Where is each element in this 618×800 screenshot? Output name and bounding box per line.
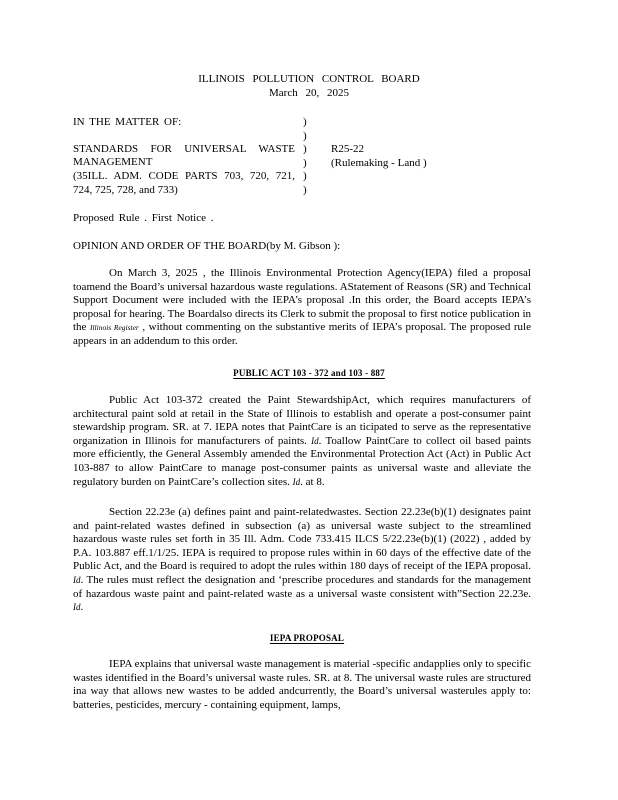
paragraph-text: . The rules must reflect the designation and ‘prescribe procedures and standards for the management of hazardous waste paint and paint-related waste as a universal waste consistent with”Section 22.23e. (73, 573, 531, 600)
paragraph-text: Public Act 103-372 created the Paint StewardshipAct, which requires manufacturers of architectural paint sold at retail in the State of Illinois to establish and operate a post-consumer paint stewardship program. SR. at 7. IEPA notes that PaintCare is an ticipated to serve as the representative organization in Illinois for manufacturers of paints. (73, 394, 531, 447)
proposed-rule-line: Proposed Rule . First Notice . (73, 212, 214, 224)
citation-register: Illinois Register (89, 323, 139, 333)
section-heading-public-act (0, 367, 618, 381)
caption-matter: IN THE MATTER OF: (73, 116, 182, 128)
caption-paren: ) (303, 143, 307, 155)
caption-title-line1: STANDARDS FOR UNIVERSAL WASTE (73, 143, 295, 155)
citation-id: Id (73, 602, 81, 613)
opinion-heading: OPINION AND ORDER OF THE BOARD(by M. Gibson ): (73, 240, 341, 252)
paragraph-iepa-proposal (73, 658, 531, 712)
paragraph-public-act (73, 394, 531, 489)
paragraph-text: . Toallow PaintCare to collect oil based paints more efficiently, the General Assembly amended the Environmental Protection Act (Act) in Public Act 103-887 to allow PaintCare to manage post-consumer paints as universal waste and alleviate the regulatory burden on PaintCare’s collection sites. (73, 434, 531, 488)
caption-paren: ) (303, 157, 307, 169)
caption-title-line4: 724, 725, 728, and 733) (73, 184, 178, 196)
paragraph-section-22-23e (73, 506, 531, 615)
paragraph-text: On March 3, 2025 , the Illinois Environmental Protection Agency(IEPA) filed a proposal toamend the Board’s universal hazardous waste regulations. AStatement of Reasons (SR) and Technical Support Document were included with the IEPA’s proposal .In this order, the Board accepts IEPA’s proposal for hearing. The Boardalso directs its Clerk to submit the proposal to first notice publication in the (73, 267, 531, 334)
citation-id: Id (292, 476, 301, 487)
docket-type: (Rulemaking - Land ) (331, 157, 427, 169)
docket-number: R25-22 (331, 143, 364, 155)
paragraph-text: , without commenting on the substantive merits of IEPA’s proposal. The proposed rule appears in an addendum to this order. (73, 321, 531, 347)
caption-paren: ) (303, 116, 307, 128)
opinion-date: March 20, 2025 (269, 87, 349, 99)
paragraph-text: . at 8. (300, 475, 325, 488)
paragraph-text: . (80, 601, 84, 614)
section-heading-iepa-proposal (0, 632, 616, 646)
citation-id: Id (73, 574, 81, 585)
citation-id: Id (311, 435, 319, 446)
section-heading-text: IEPA PROPOSAL (269, 633, 345, 643)
caption-title-line3: (35ILL. ADM. CODE PARTS 703, 720, 721, (73, 170, 295, 182)
paragraph-text: IEPA explains that universal waste management is material -specific andapplies only to specific wastes identified in the Board’s universal waste rules. SR. at 8. The universal waste rules are structured ina way that allows new wastes to be added andcurrently, the Board’s universal wasterules apply to: batteries, pesticides, mercury - containing equipment, lamps, (73, 658, 531, 711)
section-heading-text: PUBLIC ACT 103 - 372 and 103 - 887 (233, 368, 385, 378)
caption-paren: ) (303, 184, 307, 196)
caption-paren: ) (303, 130, 307, 142)
agency-name: ILLINOIS POLLUTION CONTROL BOARD (198, 73, 420, 85)
caption-title-line2: MANAGEMENT (73, 156, 153, 168)
paragraph-intro (73, 267, 531, 349)
caption-paren: ) (303, 170, 307, 182)
paragraph-text: Section 22.23e (a) defines paint and paint-relatedwastes. Section 22.23e(b)(1) designates paint and paint-related wastes defined in subsection (a) as universal waste subject to the streamlined hazardous waste rules set forth in 35 Ill. Adm. Code 733.415 ILCS 5/22.23e(b)(1) (2022) , added by P.A. 103.887 eff.1/1/25. IEPA is required to propose rules within in 60 days of the effective date of the Public Act, and the Board is required to adopt the rules within 180 days of receipt of the IEPA proposal. (73, 506, 531, 573)
